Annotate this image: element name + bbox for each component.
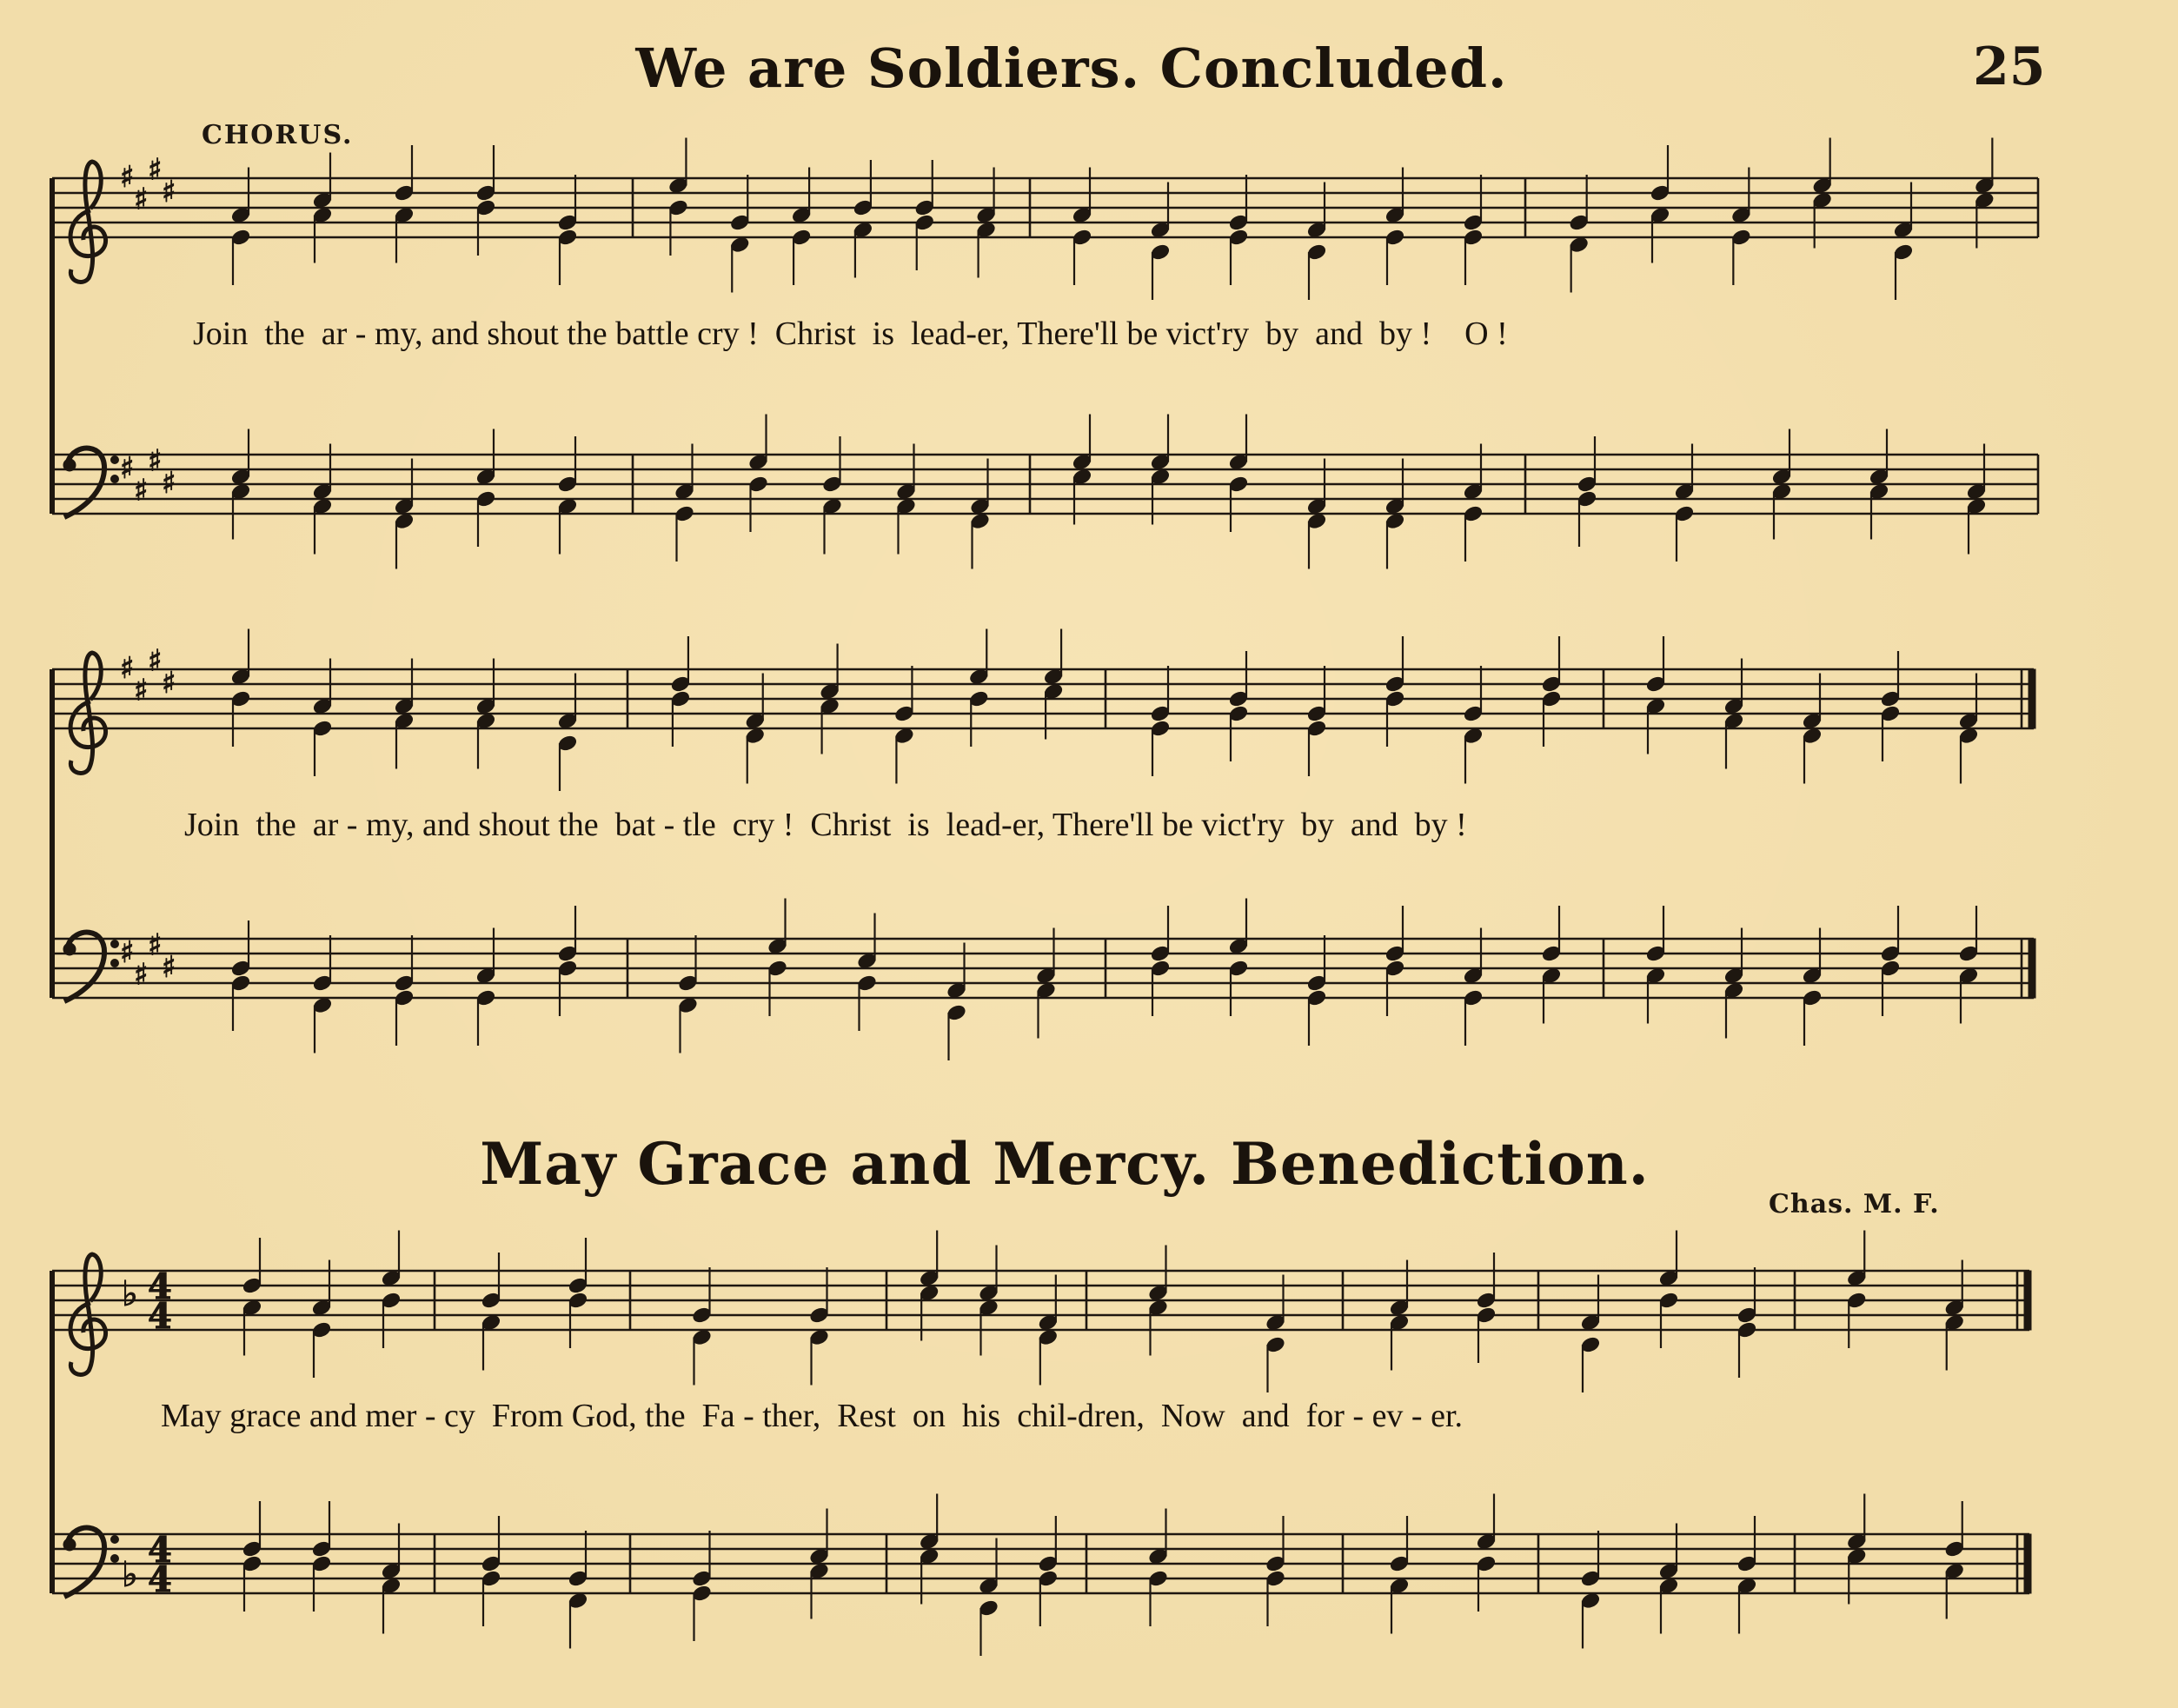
final-barline-thick bbox=[2024, 1534, 2031, 1593]
time-signature: 4 bbox=[148, 1530, 172, 1571]
time-signature: 4 bbox=[148, 1266, 172, 1307]
sharp-sign: ♯ bbox=[148, 927, 163, 963]
bass-clef bbox=[63, 1528, 119, 1597]
final-barline-thick bbox=[2029, 669, 2035, 728]
sharp-sign: ♯ bbox=[148, 152, 163, 188]
chorus-label: CHORUS. bbox=[202, 120, 354, 150]
final-barline-thick bbox=[2024, 1271, 2031, 1330]
sharp-sign: ♯ bbox=[162, 666, 176, 701]
bass-clef bbox=[63, 449, 119, 517]
sharp-sign: ♯ bbox=[162, 175, 176, 209]
final-barline-thick bbox=[2029, 939, 2035, 998]
sharp-sign: ♯ bbox=[162, 466, 176, 501]
time-signature: 4 bbox=[148, 1296, 172, 1337]
sharp-sign: ♯ bbox=[120, 935, 135, 970]
sharp-sign: ♯ bbox=[120, 651, 135, 686]
page-number: 25 bbox=[1973, 37, 2046, 97]
sharp-sign: ♯ bbox=[134, 182, 149, 217]
hymn-title: We are Soldiers. Concluded. bbox=[635, 37, 1508, 100]
benediction-title: May Grace and Mercy. Benediction. bbox=[480, 1130, 1650, 1198]
benediction-lyric-line: May grace and mer - cy From God, the Fa - ther, Rest on his chil-dren, Now and for - ev - er. bbox=[161, 1398, 1464, 1434]
bass-clef bbox=[63, 933, 119, 1001]
flat-sign: ♭ bbox=[122, 1555, 138, 1595]
time-signature: 4 bbox=[148, 1559, 172, 1600]
chorus-lyric-line-1: Join the ar - my, and shout the battle cry ! Christ is lead-er, There'll be vict'ry by and by ! O ! bbox=[193, 316, 1508, 352]
sharp-sign: ♯ bbox=[162, 950, 176, 985]
sharp-sign: ♯ bbox=[148, 643, 163, 679]
sharp-sign: ♯ bbox=[134, 673, 149, 708]
sharp-sign: ♯ bbox=[134, 473, 149, 508]
sharp-sign: ♯ bbox=[120, 160, 135, 195]
sharp-sign: ♯ bbox=[134, 957, 149, 993]
sharp-sign: ♯ bbox=[120, 451, 135, 486]
chorus-lyric-line-2: Join the ar - my, and shout the bat - tle cry ! Christ is lead-er, There'll be vict'ry by and by ! bbox=[184, 807, 1467, 843]
flat-sign: ♭ bbox=[122, 1274, 138, 1314]
composer-credit: Chas. M. F. bbox=[1769, 1189, 1940, 1220]
sharp-sign: ♯ bbox=[148, 443, 163, 479]
